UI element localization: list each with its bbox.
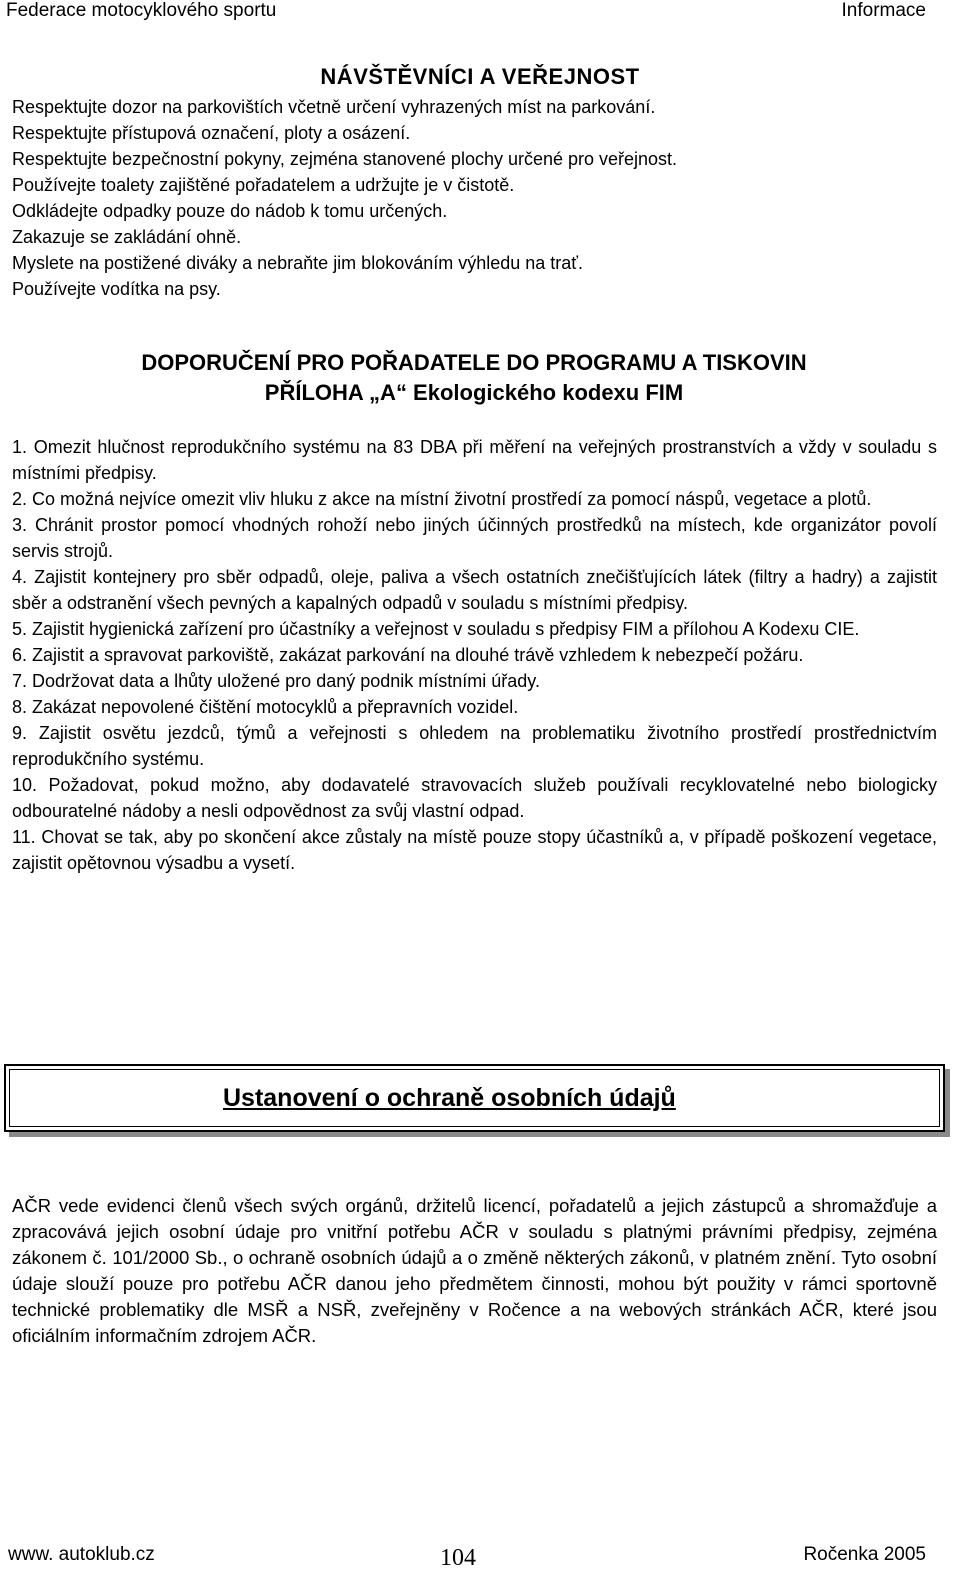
recommendation-item: 6. Zajistit a spravovat parkoviště, zakázat parkování na dlouhé trávě vzhledem k nebezpečí požáru. [12,645,804,665]
visitors-rule: Používejte vodítka na psy. [12,279,221,299]
visitors-rule: Respektujte bezpečnostní pokyny, zejména stanovené plochy určené pro veřejnost. [12,149,678,169]
visitors-rules-list [12,94,942,302]
recommendation-item: 1. Omezit hlučnost reprodukčního systému na 83 DBA při měření na veřejných prostranstvích a vždy v souladu s místními předpisy. [12,437,937,483]
visitors-rule: Respektujte dozor na parkovištích včetně určení vyhrazených míst na parkování. [12,97,656,117]
privacy-paragraph: AČR vede evidenci členů všech svých orgánů, držitelů licencí, pořadatelů a jejich zástupců a shromažďuje a zpracovává jejich osobní údaje pro vnitřní potřebu AČR v souladu s platnými právními předpisy, zejména zákonem č. 101/2000 Sb., o ochraně osobních údajů a o změně některých zákonů, v platném znění. Tyto osobní údaje slouží pouze pro potřebu AČR danou jeho předmětem činnosti, mohou být použity v rámci sportovně technické problematiky dle MSŘ a NSŘ, zveřejněny v Ročence a na webových stránkách AČR, které jsou oficiálním informačním zdrojem AČR. [12,1195,937,1346]
privacy-heading-box [4,1064,945,1132]
recommendation-item: 8. Zakázat nepovolené čištění motocyklů a přepravních vozidel. [12,697,519,717]
header-organization: Federace motocyklového sportu [6,0,277,21]
visitors-rule: Odkládejte odpadky pouze do nádob k tomu určených. [12,201,448,221]
visitors-heading: NÁVŠTĚVNÍCI A VEŘEJNOST [320,64,640,89]
recommendation-item: 10. Požadovat, pokud možno, aby dodavatelé stravovacích služeb používali recyklovatelné nebo biologicky odbouratelné nádoby a nesli odpovědnost za svůj vlastní odpad. [12,775,937,821]
visitors-rule: Zakazuje se zakládání ohně. [12,227,242,247]
visitors-rule: Používejte toalety zajištěné pořadatelem a udržujte je v čistotě. [12,175,515,195]
recommendation-item: 9. Zajistit osvětu jezdců, týmů a veřejnosti s ohledem na problematiku životního prostředí prostřednictvím reprodukčního systému. [12,723,937,769]
recommendations-heading [0,348,948,408]
visitors-rule: Myslete na postižené diváky a nebraňte jim blokováním výhledu na trať. [12,253,584,273]
visitors-rule: Respektujte přístupová označení, ploty a osázení. [12,123,411,143]
recommendation-item: 5. Zajistit hygienická zařízení pro účastníky a veřejnost v souladu s předpisy FIM a přílohou A Kodexu CIE. [12,619,860,639]
recommendations-list [12,434,937,876]
footer-page-number: 104 [440,1545,476,1571]
recommendation-item: 11. Chovat se tak, aby po skončení akce zůstaly na místě pouze stopy účastníků a, v případě poškození vegetace, zajistit opětovnou výsadbu a vysetí. [12,827,937,873]
footer-website: www. autoklub.cz [8,1544,155,1565]
recommendation-item: 2. Co možná nejvíce omezit vliv hluku z akce na místní životní prostředí za pomocí náspů, vegetace a plotů. [12,489,872,509]
recommendation-item: 4. Zajistit kontejnery pro sběr odpadů, oleje, paliva a všech ostatních znečišťujících látek (filtry a hadry) a zajistit sběr a odstranění všech pevných a kapalných odpadů v souladu s místními předpisy. [12,567,937,613]
recommendations-title-line2: PŘÍLOHA „A“ Ekologického kodexu FIM [264,380,684,405]
page-header [0,0,960,24]
header-section: Informace [841,0,926,21]
recommendation-item: 7. Dodržovat data a lhůty uložené pro daný podnik místními úřady. [12,671,540,691]
recommendations-title-line1: DOPORUČENÍ PRO POŘADATELE DO PROGRAMU A TISKOVIN [141,350,807,375]
recommendation-item: 3. Chránit prostor pomocí vhodných rohoží nebo jiných účinných prostředků na místech, kde organizátor povolí servis strojů. [12,515,937,561]
footer-yearbook: Ročenka 2005 [803,1544,926,1565]
privacy-heading: Ustanovení o ochraně osobních údajů [223,1084,676,1112]
